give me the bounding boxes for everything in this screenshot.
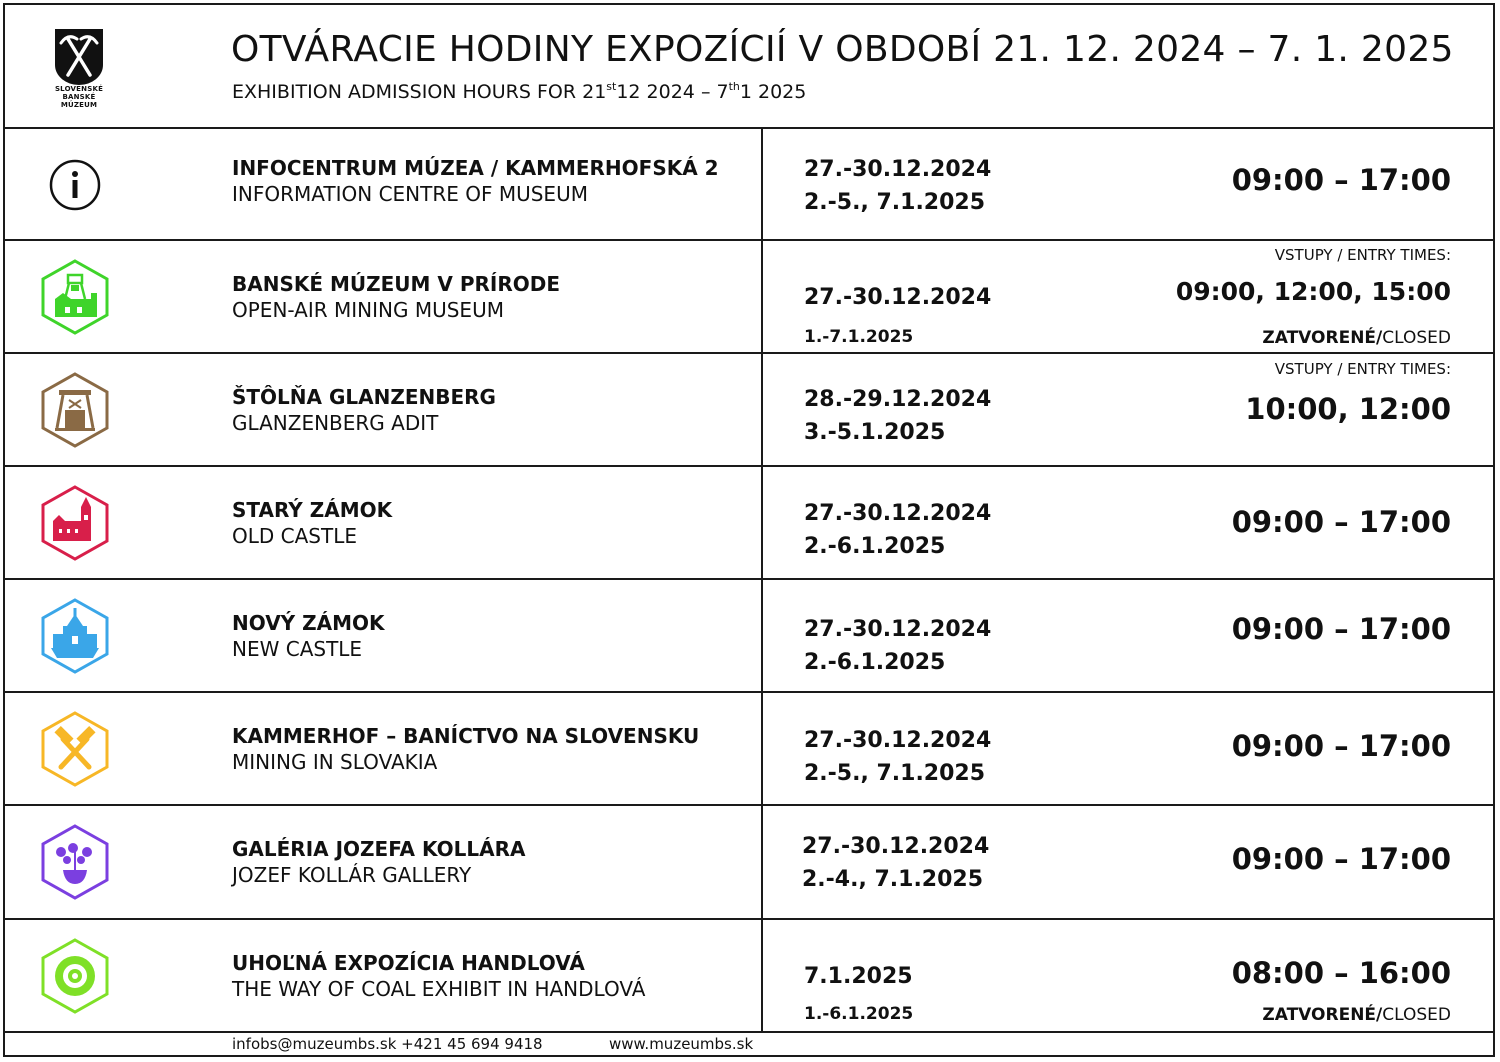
date-range: 27.-30.12.2024 xyxy=(804,285,992,310)
logo-line-3: MÚZEUM xyxy=(60,101,98,109)
opening-hours: 09:00 – 17:00 xyxy=(1231,612,1451,646)
exhibition-name-sk: UHOĽNÁ EXPOZÍCIA HANDLOVÁ xyxy=(232,951,585,975)
table-row xyxy=(5,920,1493,1033)
date-range: 2.-5., 7.1.2025 xyxy=(804,190,986,215)
exhibition-name-en: OPEN-AIR MINING MUSEUM xyxy=(232,298,504,322)
subtitle-part-3: 1 2025 xyxy=(739,81,807,103)
date-range: 27.-30.12.2024 xyxy=(802,834,990,859)
logo-line-2: BANSKÉ xyxy=(62,93,96,101)
mine-tower-icon xyxy=(35,257,115,337)
table-row xyxy=(5,693,1493,806)
entry-times: 10:00, 12:00 xyxy=(1245,392,1451,426)
contact-info[interactable]: infobs@muzeumbs.sk +421 45 694 9418 xyxy=(232,1035,543,1053)
subtitle-part-2: 12 2024 – 7 xyxy=(616,81,729,103)
subtitle-part-1: EXHIBITION ADMISSION HOURS FOR 21 xyxy=(232,81,607,103)
exhibition-name-sk: INFOCENTRUM MÚZEA / KAMMERHOFSKÁ 2 xyxy=(232,156,719,180)
exhibition-name-sk: ŠTÔLŇA GLANZENBERG xyxy=(232,385,496,409)
page-subtitle xyxy=(232,81,806,103)
date-range: 2.-6.1.2025 xyxy=(804,650,946,675)
opening-hours: 09:00 – 17:00 xyxy=(1231,729,1451,763)
closed-status xyxy=(1262,1005,1451,1025)
pickaxes-logo-icon xyxy=(55,29,103,85)
date-range: 27.-30.12.2024 xyxy=(804,617,992,642)
exhibition-name-en: MINING IN SLOVAKIA xyxy=(232,750,438,774)
logo-line-1: SLOVENSKÉ xyxy=(54,85,104,93)
table-row xyxy=(5,806,1493,920)
subtitle-sup-2: th xyxy=(728,80,740,93)
table-row xyxy=(5,467,1493,580)
page-title: OTVÁRACIE HODINY EXPOZÍCIÍ V OBDOBÍ 21. 12. 2024 – 7. 1. 2025 xyxy=(231,29,1454,70)
schedule-page xyxy=(3,3,1495,1057)
exhibition-name-en: NEW CASTLE xyxy=(232,637,363,661)
exhibition-name-en: INFORMATION CENTRE OF MUSEUM xyxy=(232,182,588,206)
closed-sk: ZATVORENÉ/ xyxy=(1262,1005,1383,1025)
exhibition-name-en: JOZEF KOLLÁR GALLERY xyxy=(232,863,472,887)
exhibition-name-sk: BANSKÉ MÚZEUM V PRÍRODE xyxy=(232,272,561,296)
exhibition-name-en: GLANZENBERG ADIT xyxy=(232,411,439,435)
date-range: 27.-30.12.2024 xyxy=(804,728,992,753)
date-range: 7.1.2025 xyxy=(804,964,913,989)
date-range: 2.-6.1.2025 xyxy=(804,534,946,559)
table-row xyxy=(5,129,1493,241)
subtitle-sup-1: st xyxy=(606,80,617,93)
date-range: 28.-29.12.2024 xyxy=(804,387,992,412)
date-range: 27.-30.12.2024 xyxy=(804,157,992,182)
date-range: 3.-5.1.2025 xyxy=(804,420,946,445)
date-range: 2.-5., 7.1.2025 xyxy=(804,761,986,786)
opening-hours: 09:00 – 17:00 xyxy=(1231,505,1451,539)
closed-date-range: 1.-7.1.2025 xyxy=(804,327,914,347)
exhibition-name-sk: NOVÝ ZÁMOK xyxy=(232,611,385,635)
header xyxy=(5,5,1493,129)
date-range: 2.-4., 7.1.2025 xyxy=(802,867,984,892)
new-castle-icon xyxy=(35,596,115,676)
entry-times-label: VSTUPY / ENTRY TIMES: xyxy=(1274,360,1451,378)
opening-hours: 08:00 – 16:00 xyxy=(1231,956,1451,990)
closed-status xyxy=(1262,328,1451,348)
exhibition-name-en: OLD CASTLE xyxy=(232,524,357,548)
opening-hours: 09:00 – 17:00 xyxy=(1231,842,1451,876)
exhibition-name-sk: GALÉRIA JOZEFA KOLLÁRA xyxy=(232,837,526,861)
closed-sk: ZATVORENÉ/ xyxy=(1262,328,1383,348)
date-range: 27.-30.12.2024 xyxy=(804,501,992,526)
adit-icon xyxy=(35,370,115,450)
exhibition-name-sk: KAMMERHOF – BANÍCTVO NA SLOVENSKU xyxy=(232,724,700,748)
museum-logo xyxy=(51,29,107,109)
flowers-icon xyxy=(35,822,115,902)
coal-wheel-icon xyxy=(35,936,115,1016)
table-row xyxy=(5,241,1493,354)
website-link[interactable]: www.muzeumbs.sk xyxy=(609,1035,754,1053)
table-row xyxy=(5,354,1493,467)
entry-times-label: VSTUPY / ENTRY TIMES: xyxy=(1274,246,1451,264)
old-castle-icon xyxy=(35,483,115,563)
closed-en: CLOSED xyxy=(1382,1005,1451,1025)
closed-date-range: 1.-6.1.2025 xyxy=(804,1004,914,1024)
entry-times: 09:00, 12:00, 15:00 xyxy=(1175,277,1451,306)
exhibition-name-en: THE WAY OF COAL EXHIBIT IN HANDLOVÁ xyxy=(232,977,646,1001)
info-icon xyxy=(35,145,115,225)
opening-hours: 09:00 – 17:00 xyxy=(1231,163,1451,197)
hammers-icon xyxy=(35,709,115,789)
table-row xyxy=(5,580,1493,693)
footer xyxy=(5,1033,1493,1057)
closed-en: CLOSED xyxy=(1382,328,1451,348)
exhibition-name-sk: STARÝ ZÁMOK xyxy=(232,498,393,522)
